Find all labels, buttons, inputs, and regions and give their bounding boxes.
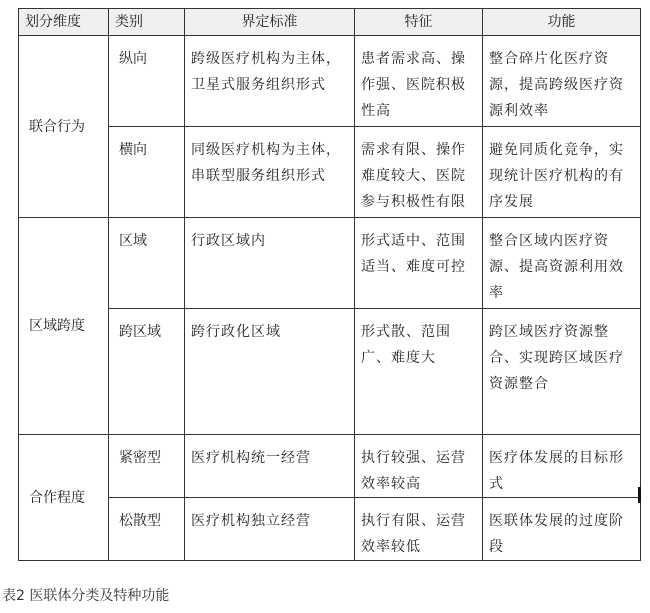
dimension-cell: 合作程度 [19, 435, 109, 561]
category-cell: 跨区域 [109, 309, 185, 435]
edge-marker [638, 487, 641, 503]
function-cell: 医联体发展的过度阶段 [483, 498, 641, 561]
header-feature: 特征 [355, 9, 483, 36]
feature-cell: 需求有限、操作难度较大、医院参与积极性有限 [355, 127, 483, 218]
feature-cell: 执行较强、运营效率较高 [355, 435, 483, 498]
feature-cell: 形式适中、范围适当、难度可控 [355, 218, 483, 309]
category-cell: 横向 [109, 127, 185, 218]
standard-cell: 医疗机构统一经营 [185, 435, 355, 498]
function-cell: 医疗体发展的目标形式 [483, 435, 641, 498]
table-row [19, 127, 641, 218]
header-function: 功能 [483, 9, 641, 36]
feature-cell: 患者需求高、操作强、医院积极性高 [355, 36, 483, 127]
standard-cell: 同级医疗机构为主体，串联型服务组织形式 [185, 127, 355, 218]
category-cell: 区域 [109, 218, 185, 309]
feature-cell: 执行有限、运营效率较低 [355, 498, 483, 561]
header-dimension: 划分维度 [19, 9, 109, 36]
feature-cell: 形式散、范围广、难度大 [355, 309, 483, 435]
classification-table-container [18, 8, 640, 561]
function-cell: 整合碎片化医疗资源，提高跨级医疗资源利效率 [483, 36, 641, 127]
dimension-cell: 区域跨度 [19, 218, 109, 435]
dimension-cell: 联合行为 [19, 36, 109, 218]
category-cell: 松散型 [109, 498, 185, 561]
function-cell: 整合区域内医疗资源、提高资源利用效率 [483, 218, 641, 309]
table-row [19, 36, 641, 127]
table-header-row [19, 9, 641, 36]
table-row [19, 218, 641, 309]
standard-cell: 行政区域内 [185, 218, 355, 309]
category-cell: 紧密型 [109, 435, 185, 498]
standard-cell: 跨级医疗机构为主体，卫星式服务组织形式 [185, 36, 355, 127]
function-cell: 跨区域医疗资源整合、实现跨区域医疗资源整合 [483, 309, 641, 435]
standard-cell: 跨行政化区域 [185, 309, 355, 435]
classification-table [18, 8, 641, 561]
header-standard: 界定标准 [185, 9, 355, 36]
function-cell: 避免同质化竞争，实现统计医疗机构的有序发展 [483, 127, 641, 218]
header-category: 类别 [109, 9, 185, 36]
category-cell: 纵向 [109, 36, 185, 127]
table-row [19, 309, 641, 435]
table-row [19, 498, 641, 561]
table-row [19, 435, 641, 498]
table-caption: 表2 医联体分类及特种功能 [2, 588, 170, 604]
standard-cell: 医疗机构独立经营 [185, 498, 355, 561]
